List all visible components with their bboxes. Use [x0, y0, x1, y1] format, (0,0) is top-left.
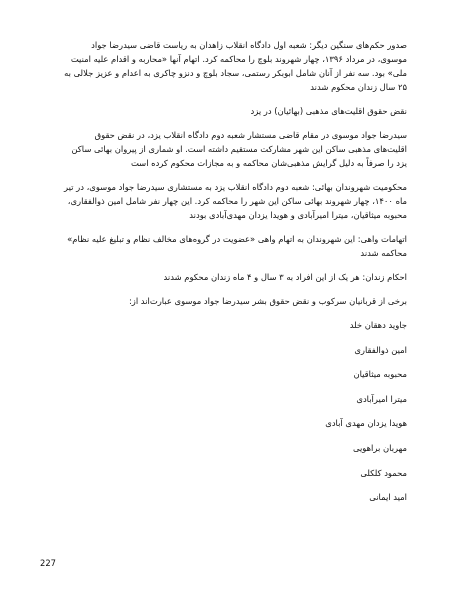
list-item: مهربان براهویی — [353, 442, 407, 453]
paragraph-prison-sentences: احکام زندان: هر یک از این افراد به ۳ سال و ۴ ماه زندان محکوم شدند — [163, 272, 407, 282]
page-number: 227 — [40, 558, 56, 568]
paragraph-yazd-judge: سیدرضا جواد موسوی در مقام قاضی مستشار شعبه دوم دادگاه انقلاب یزد، در نقض حقوق اقلیت‌های مذهبی ساکن این شهر مشارکت مستقیم داشته است. او شماری از پیروان بهائی ساکن یزد را صرفاً به دلیل گرایش مذهبی‌شان محاکمه و به مجازات محکوم کرده است — [71, 130, 407, 168]
paragraph-heavy-sentences: صدور حکم‌های سنگین دیگر: شعبه اول دادگاه انقلاب زاهدان به ریاست قاضی سیدرضا جواد موسوی، در مرداد ۱۳۹۶، چهار شهروند بلوچ را محاکمه کرد. اتهام آنها «محاربه و اقدام علیه امنیت ملی» بود. سه نفر از آنان شامل ابوبکر رستمی، سجاد بلوچ و دنزو چاکری به اعدام و عزیز جلالی به ۲۵ سال زندان محکوم شدند — [64, 40, 407, 92]
list-item: امین ذوالفقاری — [354, 344, 407, 355]
list-item: جاوید دهقان خلد — [349, 320, 407, 330]
paragraph-victims-intro: برخی از قربانیان سرکوب و نقض حقوق بشر سیدرضا جواد موسوی عبارت‌اند از: — [128, 296, 407, 306]
page-content — [60, 38, 407, 515]
list-item: محمود کلکلی — [360, 467, 407, 478]
list-item: هویدا یزدان مهدی آبادی — [325, 418, 407, 429]
paragraph-bahai-convictions: محکومیت شهروندان بهائی: شعبه دوم دادگاه انقلاب یزد به مستشاری سیدرضا جواد موسوی، در تیر ماه ۱۴۰۰، چهار شهروند بهائی ساکن این شهر را محاکمه کرد. این چهار نفر شامل امین ذوالفقاری، محبوبه میثاقیان، میترا امیرآبادی و هویدا یزدان مهدی‌آبادی بودند — [64, 182, 407, 220]
section-heading-bahai-rights: نقض حقوق اقلیت‌های مذهبی (بهائیان) در یزد — [250, 106, 407, 116]
list-item: محبوبه میثاقیان — [353, 369, 407, 380]
list-item: امید ایمانی — [369, 492, 407, 503]
list-item: میترا امیرآبادی — [356, 393, 407, 404]
victims-list — [60, 318, 407, 504]
paragraph-false-charges: اتهامات واهی: این شهروندان به اتهام واهی «عضویت در گروه‌های مخالف نظام و تبلیغ علیه نظام» محاکمه شدند — [67, 234, 407, 258]
